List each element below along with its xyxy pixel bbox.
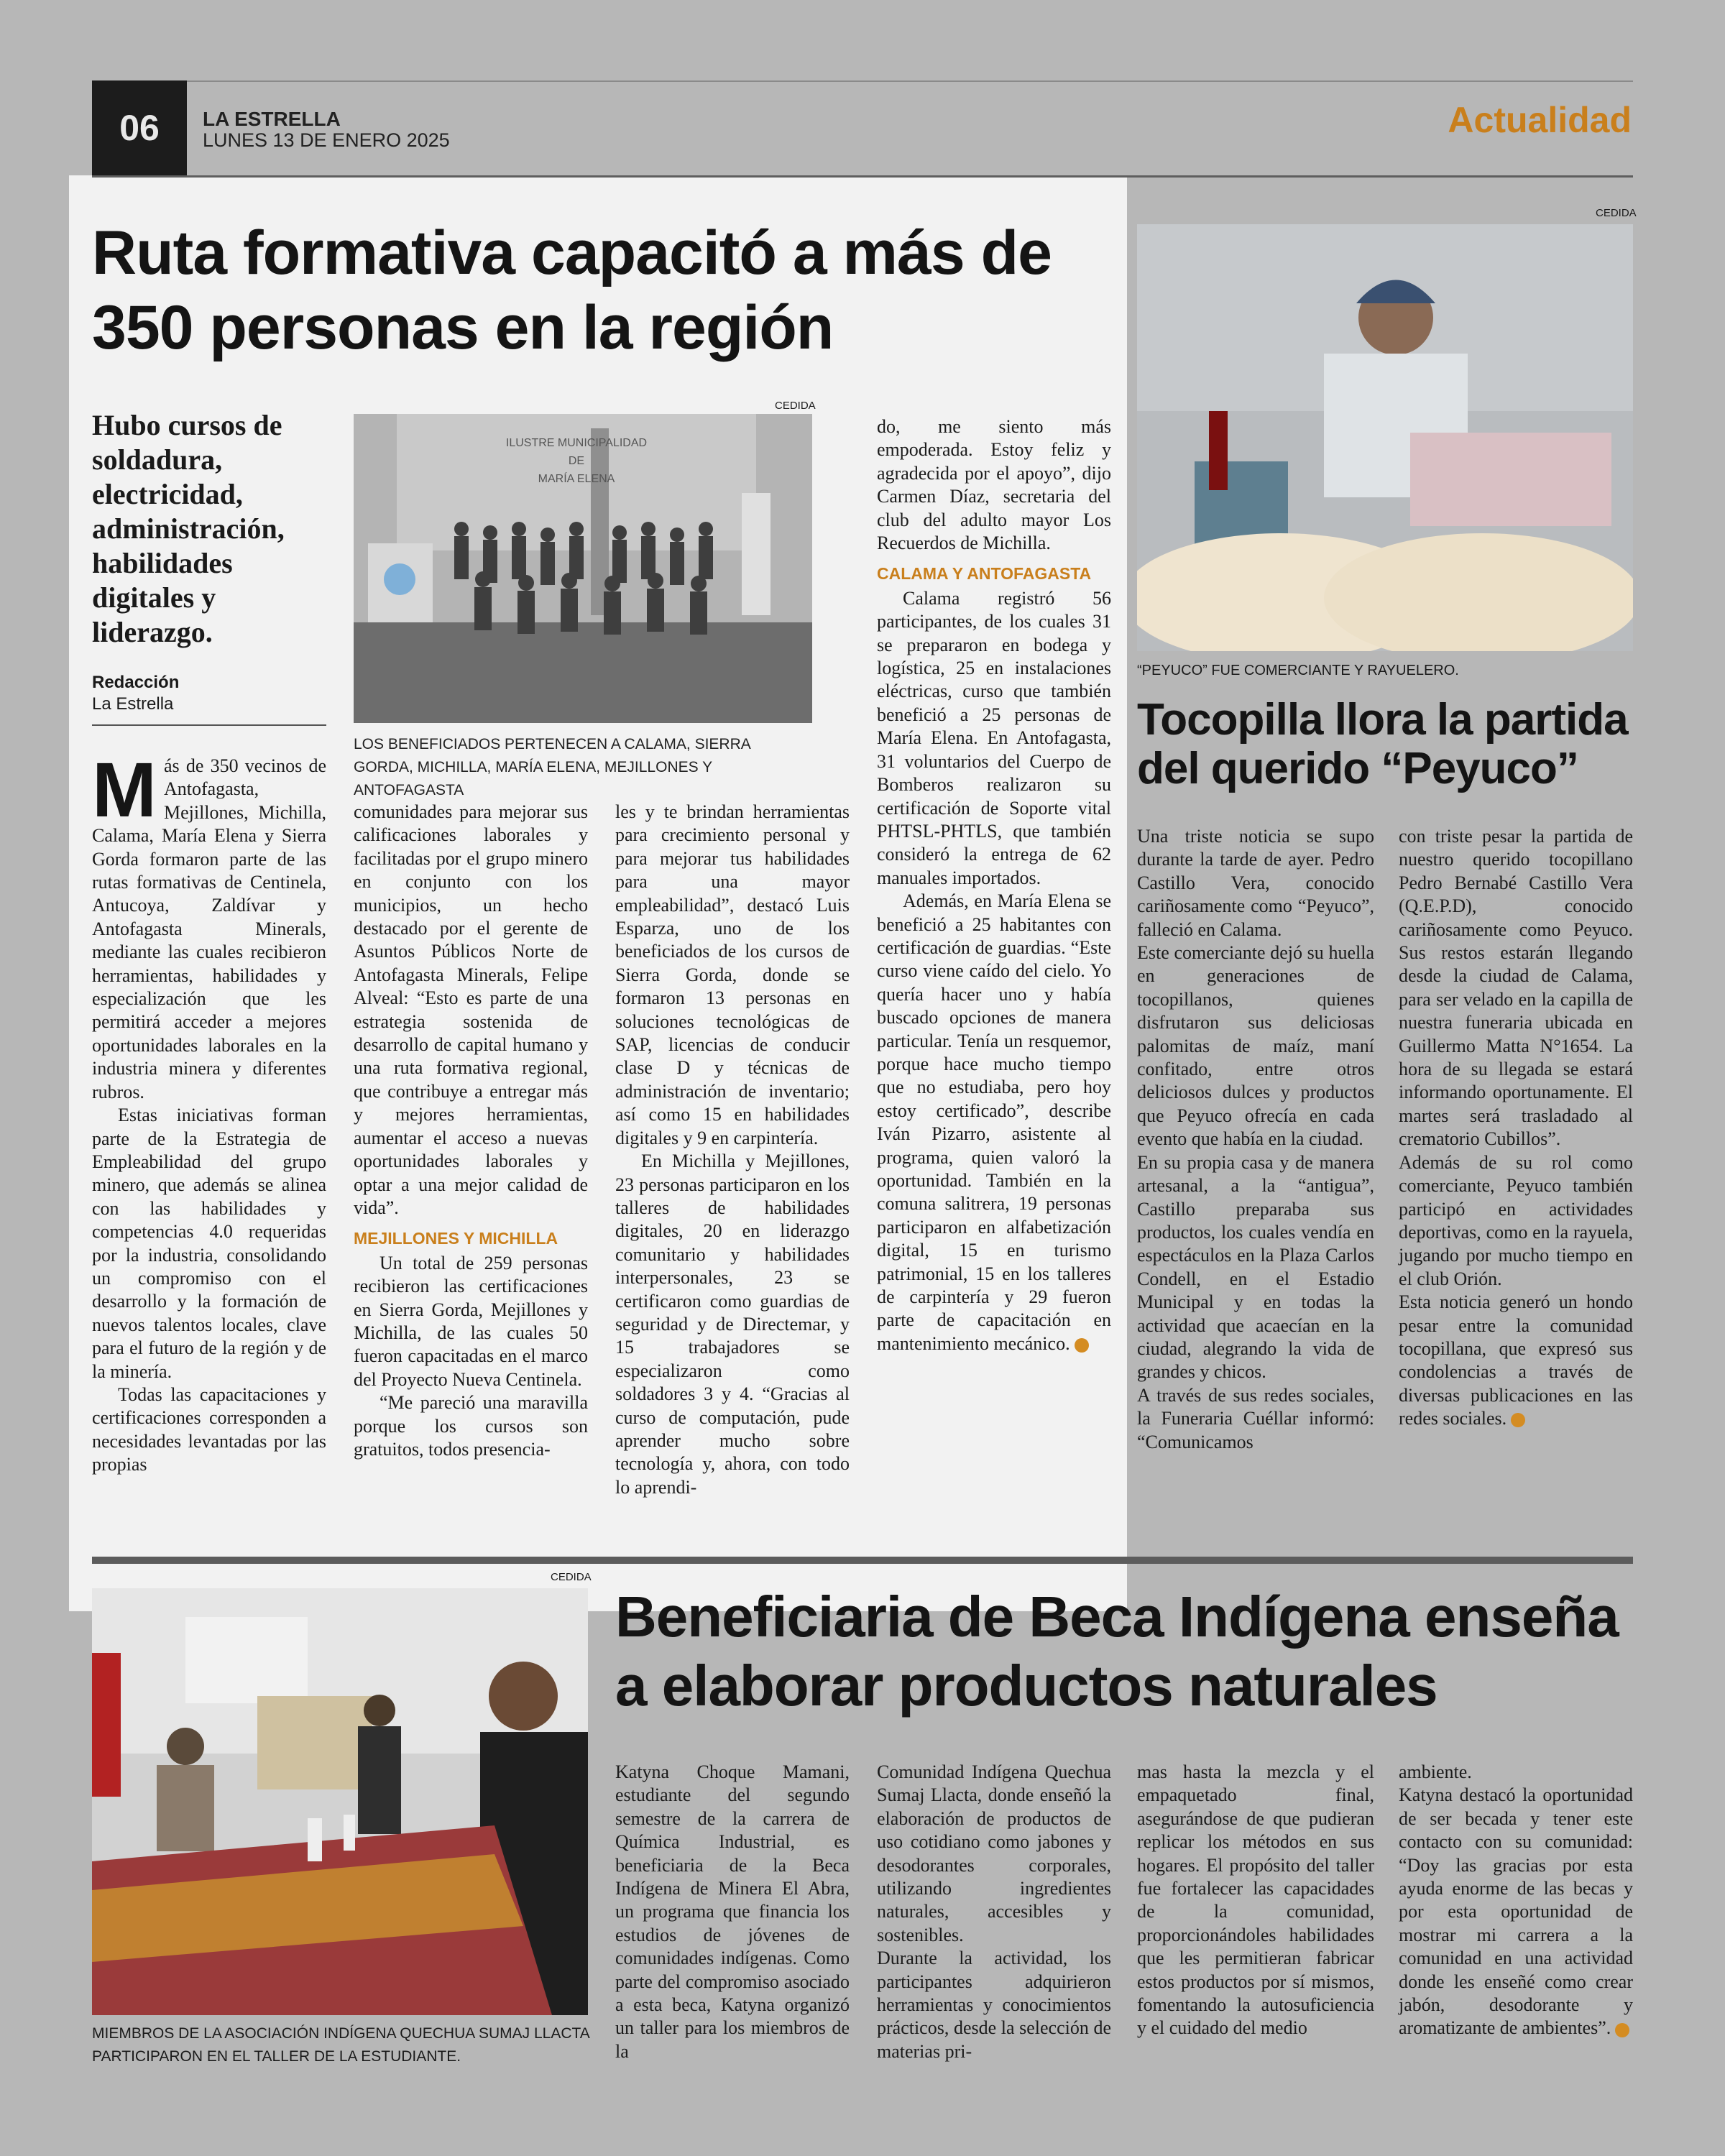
photo-2-credit: CEDIDA	[1596, 207, 1637, 219]
article-1-column-2	[354, 801, 588, 1461]
article-1-deck: Hubo cursos de soldadura, electricidad, administración, habilidades digitales y liderazgo.	[92, 409, 285, 648]
article-3-column-4	[1399, 1761, 1633, 2040]
paragraph: En su propia casa y de manera artesanal, a la “antigua”, Castillo preparaba sus productos, los cuales vendía en espectáculos en la Plaza Carlos Condell, en el Estadio Municipal y en todas la actividad que acaecían en la ciudad, alegrando la vida de grandes y chicos.	[1137, 1151, 1374, 1383]
subheading: MEJILLONES Y MICHILLA	[354, 1229, 558, 1248]
paragraph: En Michilla y Mejillones, 23 personas participaron en los talleres de habilidades digitales, 20 en liderazgo comunitario y habilidades interpersonales, 23 se certificaron como guardias de seguridad y de Directemar, y 15 trabajadores se especializaron como soldadores 3 y 4. “Gracias al curso de computación, pude aprender mucho sobre tecnología y, ahora, con todo lo aprendi-	[615, 1151, 850, 1498]
subheading: CALAMA Y ANTOFAGASTA	[877, 564, 1092, 584]
paragraph: Katyna destacó la oportunidad de ser becada y tener este contacto con su comunidad: “Doy las gracias por esta ayuda enorme de las becas y por esta oportunidad de mostrar mi carrera a la comunidad en una actividad donde les enseñé como crear jabón, desodorante y aromatizante de ambientes”.	[1399, 1784, 1633, 2039]
paragraph: mas hasta la mezcla y el empaquetado final, asegurándose de que pudieran replicar los métodos en sus hogares. El propósito del taller fue fortalecer las capacidades de la comunidad, proporcionándoles habilidades que les permitieran fabricar estos productos por sí mismos, fomentando la autosuficiencia y el cuidado del medio	[1137, 1761, 1374, 2039]
paragraph: comunidades para mejorar sus calificaciones laborales y facilitadas por el grupo minero en conjunto con los municipios, un hecho destacado por el gerente de Asuntos Públicos Norte de Antofagasta Minerals, Felipe Alveal: “Esto es parte de una estrategia sostenida de desarrollo de capital humano y una ruta formativa regional, que contribuye a entregar más y mejores herramientas, aumentar el acceso a nuevas oportunidades laborales y optar a una mejor calidad de vida”.	[354, 801, 588, 1218]
byline-paper: La Estrella	[92, 694, 174, 714]
photo-sign-line-1: ILUSTRE MUNICIPALIDAD	[505, 437, 648, 449]
header-rule	[92, 175, 1633, 178]
photo-sign-line-2: DE	[568, 455, 585, 467]
vendor-photo-illustration	[1137, 224, 1633, 651]
article-2-column-2	[1399, 825, 1633, 1431]
paragraph: Katyna Choque Mamani, estudiante del segundo semestre de la carrera de Química Industrial, es beneficiaria de la Beca Indígena de Minera El Abra, un programa que financia los estudios de jóvenes de comunidades indígenas. Como parte del compromiso asociado a esta beca, Katyna organizó un taller para los miembros de la	[615, 1761, 850, 2062]
section-divider	[92, 1557, 1633, 1564]
workshop-photo-illustration	[92, 1588, 588, 2015]
article-1-headline: Ruta formativa capacitó a más de 350 personas en la región	[92, 218, 1052, 362]
article-3-column-3	[1137, 1761, 1374, 2040]
issue-date: LUNES 13 DE ENERO 2025	[203, 129, 450, 151]
article-2-headline: Tocopilla llora la partida del querido “Peyuco”	[1137, 695, 1628, 793]
paragraph: Estas iniciativas forman parte de la Estrategia de Empleabilidad del grupo minero, que además se alinea con las habilidades y competencias 4.0 requeridas por la industria, consolidando un compromiso con el desarrollo y la formación de nuevos talentos locales, clave para el futuro de la región y de la minería.	[92, 1105, 326, 1382]
article-3-column-1	[615, 1761, 850, 2063]
paragraph: Además de su rol como comerciante, Peyuco también participó en actividades deportivas, como en la rayuela, jugando por mucho tiempo en el club Orión.	[1399, 1151, 1633, 1289]
paragraph: “Me pareció una maravilla porque los cursos son gratuitos, todos presencia-	[354, 1392, 588, 1460]
paragraph: con triste pesar la partida de nuestro querido tocopillano Pedro Bernabé Castillo Vera (Q.E.P.D), conocido cariñosamente como Peyuco. Sus restos estarán llegando desde la ciudad de Calama, para ser velado en la capilla de nuestra funeraria ubicada en Guillermo Matta N°1654. La hora de su llegada se estará informando oportunamente. El martes será trasladado al crematorio Cubillos”.	[1399, 826, 1633, 1150]
paragraph: Además, en María Elena se benefició a 25 habitantes con certificación de guardias. “Este curso viene caído del cielo. Yo quería hacer uno y había buscado opciones de manera particular. Tenía un resquemor, porque hace mucho tiempo que no estudiaba, pero hoy estoy certificado”, describe Iván Pizarro, asistente al programa, quien valoró la oportunidad. También en la comuna salitrera, 19 personas participaron en alfabetización digital, 15 en turismo patrimonial, 15 en los talleres de carpintería y 29 fueron parte de capacitación en mantenimiento mecánico.	[877, 890, 1111, 1354]
end-mark-icon	[1615, 2023, 1629, 2037]
photo-sign-line-3: MARÍA ELENA	[538, 473, 615, 485]
paragraph: Comunidad Indígena Quechua Sumaj Llacta, donde enseñó la elaboración de productos de uso cotidiano como jabones y desodorantes corporales, utilizando ingredientes naturales, accesibles y sostenibles.	[877, 1761, 1111, 1945]
group-photo	[354, 414, 812, 723]
paragraph: Un total de 259 personas recibieron las certificaciones en Sierra Gorda, Mejillones y Michilla, de las cuales 50 fueron capacitadas en el marco del Proyecto Nueva Centinela.	[354, 1252, 588, 1390]
article-3-column-2	[877, 1761, 1111, 2063]
workshop-photo	[92, 1588, 588, 2015]
paragraph: Calama registró 56 participantes, de los cuales 31 se prepararon en bodega y logística, 25 en instalaciones eléctricas, curso que también benefició a 25 personas de María Elena. En Antofagasta, 31 voluntarios del Cuerpo de Bomberos realizaron su certificación de Soporte vital PHTSL-PHTLS, que también consideró la entrega de 62 manuales importados.	[877, 587, 1111, 888]
page-number: 06	[92, 80, 187, 175]
vendor-photo	[1137, 224, 1633, 651]
paragraph: les y te brindan herramientas para crecimiento personal y para mejorar tus habilidades para una mayor empleabilidad”, destacó Luis Esparza, uno de los beneficiados de los cursos de Sierra Gorda, donde se formaron 13 personas en soluciones tecnológicas de SAP, licencias de conducir clase D y técnicas de administración de inventario; así como 15 en habilidades digitales y 9 en carpintería.	[615, 801, 850, 1148]
paragraph: Una triste noticia se supo durante la tarde de ayer. Pedro Castillo Vera, conocido cariñosamente como “Peyuco”, falleció en Calama.	[1137, 826, 1374, 940]
paragraph: do, me siento más empoderada. Estoy feliz y agradecida por el apoyo”, dijo Carmen Díaz, secretaria del club del adulto mayor Los Recuerdos de Michilla.	[877, 416, 1111, 554]
byline-role: Redacción	[92, 673, 180, 692]
photo-3-caption: MIEMBROS DE LA ASOCIACIÓN INDÍGENA QUECHUA SUMAJ LLACTA PARTICIPARON EN EL TALLER DE LA ESTUDIANTE.	[92, 2025, 589, 2065]
end-mark-icon	[1075, 1338, 1089, 1353]
paragraph: Esta noticia generó un hondo pesar entre la comunidad tocopillana, que expresó sus condolencias a través de diversas publicaciones en las redes sociales.	[1399, 1291, 1633, 1429]
paragraph: Durante la actividad, los participantes adquirieron herramientas y conocimientos prácticos, desde la selección de materias pri-	[877, 1948, 1111, 2062]
article-1-column-3	[615, 801, 850, 1499]
photo-1-credit: CEDIDA	[775, 400, 816, 412]
paragraph: ás de 350 vecinos de Antofagasta, Mejillones, Michilla, Calama, María Elena y Sierra Gorda formaron parte de las rutas formativas de Centinela, Antucoya, Zaldívar y Antofagasta Minerals, mediante las cuales recibieron herramientas, habilidades y especialización que les permitirá acceder a mejores oportunidades laborales en la industria minera y diferentes rubros.	[92, 755, 326, 1102]
top-rule	[92, 80, 1633, 82]
byline-rule	[92, 724, 326, 726]
article-2-column-1	[1137, 825, 1374, 1454]
group-photo-illustration	[354, 414, 812, 723]
photo-2-caption: “PEYUCO” FUE COMERCIANTE Y RAYUELERO.	[1137, 663, 1459, 678]
paragraph: ambiente.	[1399, 1761, 1472, 1782]
end-mark-icon	[1511, 1413, 1525, 1427]
photo-1-caption: LOS BENEFICIADOS PERTENECEN A CALAMA, SIERRA GORDA, MICHILLA, MARÍA ELENA, MEJILLONES Y ANTOFAGASTA	[354, 736, 750, 798]
article-1-column-1	[92, 746, 326, 1477]
article-1-column-4	[877, 415, 1111, 1355]
paragraph: Este comerciante dejó su huella en generaciones de tocopillanos, quienes disfrutaron sus deliciosas palomitas de maíz, maní confitado, entre otros deliciosos dulces y productos que Peyuco ofrecía en cada evento que había en la ciudad.	[1137, 942, 1374, 1150]
paragraph: A través de sus redes sociales, la Funeraria Cuéllar informó: “Comunicamos	[1137, 1384, 1374, 1452]
photo-3-credit: CEDIDA	[551, 1571, 592, 1583]
article-3-headline: Beneficiaria de Beca Indígena enseña a elaborar productos naturales	[615, 1585, 1619, 1718]
section-title: Actualidad	[1448, 100, 1632, 140]
paragraph: Todas las capacitaciones y certificaciones corresponden a necesidades levantadas por las propias	[92, 1383, 326, 1475]
newspaper-name: LA ESTRELLA	[203, 108, 341, 130]
dropcap: M	[92, 746, 157, 833]
